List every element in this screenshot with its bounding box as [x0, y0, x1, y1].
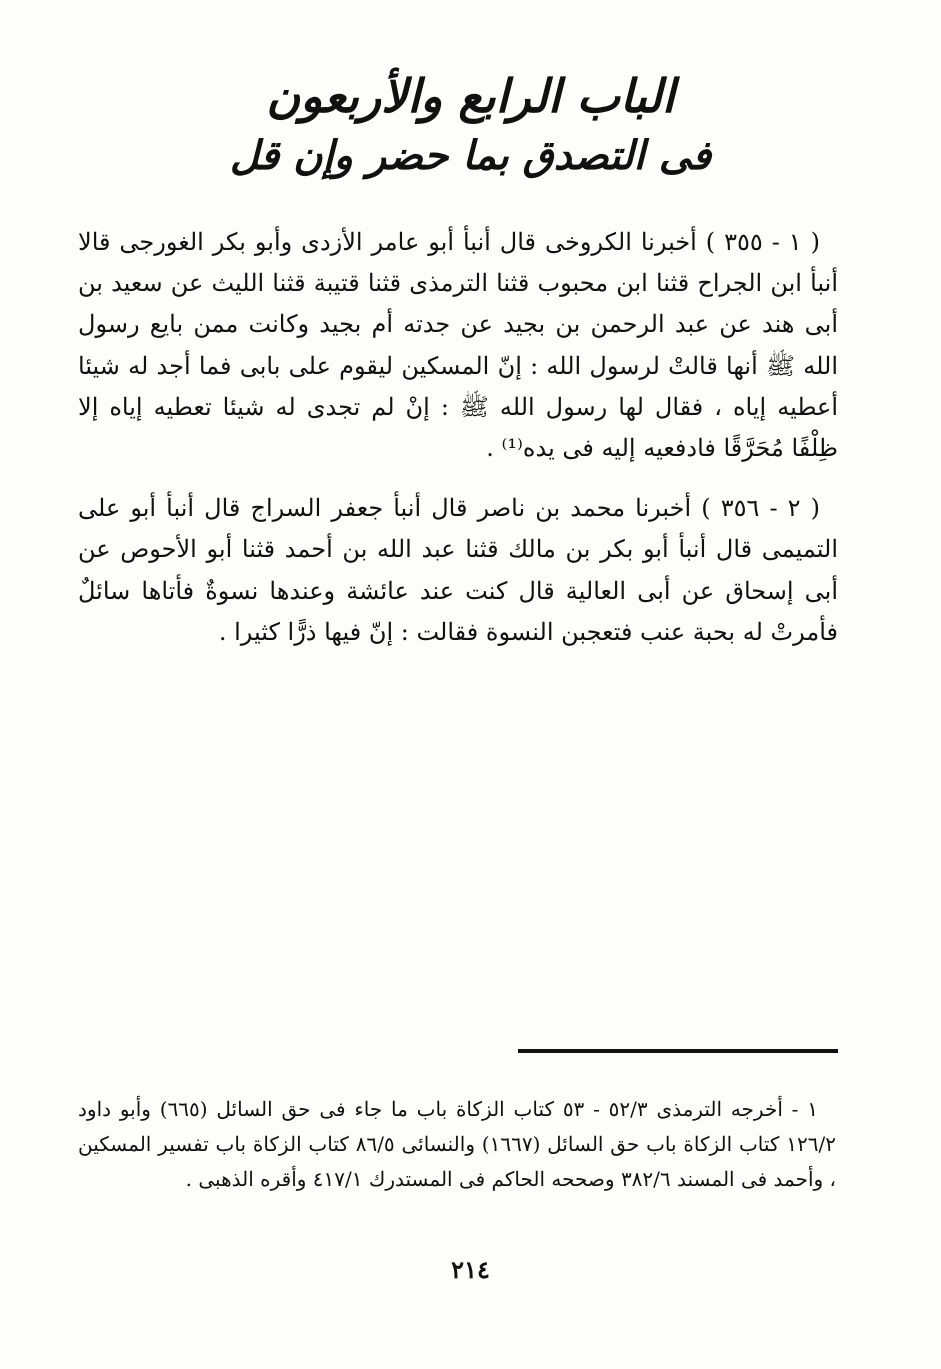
footnote-1: ١ - أخرجه الترمذى ٥٢/٣ - ٥٣ كتاب الزكاة باب ما جاء فى حق السائل (٦٦٥) وأبو داود ١٢٦/٢ كتاب الزكاة باب حق السائل (١٦٦٧) والنسائى ٨٦/٥ كتاب الزكاة باب تفسير المسكين ، وأحمد فى المسند ٣٨٢/٦ وصححه الحاكم فى المستدرك ٤١٧/١ وأقره الذهبى . — [78, 1097, 836, 1191]
footnote-divider — [518, 1049, 838, 1053]
footnotes — [78, 1092, 836, 1197]
hadith-paragraph-355: ( ١ - ٣٥٥ ) أخبرنا الكروخى قال أنبأ أبو عامر الأزدى وأبو بكر الغورجى قالا أنبأ ابن الجراح قثنا ابن محبوب قثنا الترمذى قثنا قتيبة قثنا الليث عن سعيد بن أبى هند عن عبد الرحمن بن بجيد عن جدته أم بجيد وكانت ممن بايع رسول الله ﷺ أنها قالتْ لرسول الله : إنّ المسكين ليقوم على بابى فما أجد له شيئا أعطيه إياه ، فقال لها رسول الله ﷺ : إنْ لم تجدى له شيئا تعطيه إياه إلا ظِلْفًا مُحَرَّقًا فادفعيه إليه فى يده⁽¹⁾ . — [78, 228, 838, 463]
page-number: ٢١٤ — [451, 1255, 490, 1284]
hadith-body — [78, 222, 838, 653]
chapter-heading — [180, 68, 761, 188]
chapter-title: الباب الرابع والأربعون — [266, 69, 675, 123]
hadith-paragraph-356: ( ٢ - ٣٥٦ ) أخبرنا محمد بن ناصر قال أنبأ جعفر السراج قال أنبأ أبو على التميمى قال أنبأ أبو بكر بن مالك قثنا عبد الله بن أحمد قثنا أبو الأحوص عن أبى إسحاق عن أبى العالية قال كنت عند عائشة وعندها نسوةٌ فأتاها سائلٌ فأمرتْ له بحبة عنب فتعجبن النسوة فقالت : إنّ فيها ذرًّا كثيرا . — [78, 494, 838, 646]
chapter-subtitle: فى التصدق بما حضر وإن قل — [229, 132, 712, 179]
